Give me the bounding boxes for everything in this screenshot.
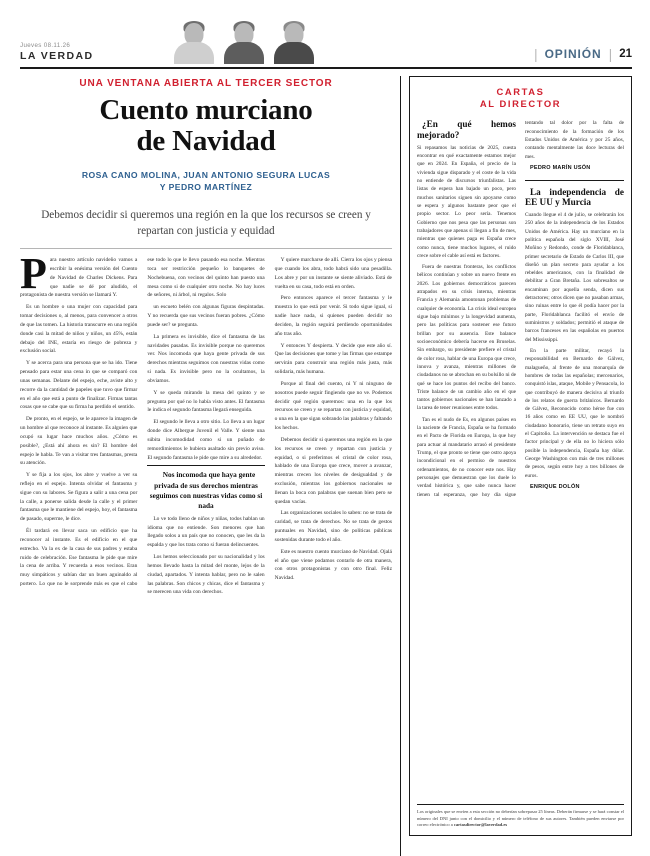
letter-paragraph: Cuando llegue el 4 de julio, se celebrarán los 250 años de la independencia de los Estados Unidos de América. Hay un murciano en la política española del siglo XVIII, José Moñino y Redondo, conde de Floridablanca, primer secretario de Estado de Carlos III, que diseñó un plan secreto para ayudar a los rebeldes americanos, con la finalidad de debilitar a Gran Bretaña. Los sobresaltos se encaminan por aquella senda, dicen sus detractores; otros dicen que no pasaban armas, sino ruinas entre lo que él podía hacer por la parte, Floridablanca facilitó el envío de suministros y soldados; permitió el ataque de barcos franceses en las españolas en puertos del Mississippi. <box>525 211 624 343</box>
letters-body <box>417 119 624 798</box>
article-byline <box>20 170 392 193</box>
letters-box <box>409 76 632 836</box>
publication-name: LA VERDAD <box>20 49 94 62</box>
letter-title: La independencia de EE UU y Murcia <box>525 180 624 208</box>
disclaimer-email[interactable]: cartasdirector@laverdad.es <box>453 822 508 828</box>
main-article <box>20 76 392 856</box>
article-paragraph: Lo ve todo lleno de niños y niñas, todos hablan un idioma que no entiende. Son menores que han llegado solos a un país que no conocen, que les da la espalda y que los trata como si fueran delincuentes. <box>147 515 265 549</box>
letter-signature: ENRIQUE DOLÓN <box>530 483 580 490</box>
headline-line-1: Cuento murciano <box>99 94 313 126</box>
article-paragraph: Porque al final del cuento, ni Y ni ninguno de nosotros puede seguir fingiendo que no ve. Podemos decidir qué región queremos: una en la que los recursos se creen y se repartan con justicia y equidad, o una en la que sigan sobrando las palabras y faltando los hechos. <box>274 380 392 432</box>
column-divider <box>400 76 401 856</box>
avatar <box>220 18 268 64</box>
article-paragraph: Es un hombre o una mujer con capacidad para tomar decisiones o, al menos, para convencer a otros de que las tomen. La historia transcurre en una región donde casi la mitad de niños y niños, un 45%, están debajo del INE, estaría en riesgo de pobreza y exclusión social. <box>20 304 138 355</box>
article-paragraph: un escueto belén con algunas figuras despintadas. Y no recuerda que sus vecinos fueran pobres. ¿Cómo puede ser? se pregunta. <box>147 304 265 328</box>
article-paragraph: Las organizaciones sociales lo saben: no se trata de caridad, se trata de derechos. No se trata de gestos puntuales en Navidad, sino de políticas públicas sostenidas durante todo el año. <box>274 510 392 543</box>
article-paragraph: Y se fija a los ojos, los abre y vuelve a ver su reflejo en el espejo. Intenta olvidar el fantasma y sigue con su labores. Se figura a salir a una cena por la calle, a ponerse salida desde la calle y el primer fantasma que le mantiene del espejo, hoy, el fantasma de pasado, superme, le dice. <box>20 472 138 523</box>
article-paragraph: Pero entonces aparece el tercer fantasma y le muestra lo que está por venir. Si todo sigue igual, si nadie hace nada, si quienes pueden decidir no deciden, la región seguirá perdiendo oportunidades año tras año. <box>274 295 392 337</box>
avatar <box>270 18 318 64</box>
article-paragraph: El segundo le lleva a otro sitio. Lo lleva a un lugar donde dice Albergue Juvenil el Valle. Y siente una súbita incomodidad como si un puñado de remordimientos le hubiera asaltado sin previo aviso. El segundo fantasma le pide que mire a su alrededor. <box>147 419 265 461</box>
masthead-separator-right: | <box>608 46 613 62</box>
pull-quote: Nos incomoda que haya gente privada de sus derechos mientras seguimos con nuestras vidas como si nada <box>147 465 264 511</box>
section-name: OPINIÓN <box>544 47 602 61</box>
article-paragraph: Para nuestro artículo navideño vamos a escribir la enésima versión del Cuento de Navidad de Charles Dickens. Para que nadie se dé por aludido, el protagonista de nuestra versión se llamará Y. <box>20 249 138 299</box>
disclaimer-text: Los originales que se envíen a esta sección no deberían sobrepasar 25 líneas. Deberán firmarse y se hará constar el número del DNI junto con el domicilio y el número de teléfono de sus autores. También pueden enviarse por correo electrónico a <box>417 808 624 828</box>
article-paragraph: Y se acerca para una persona que se ha ido. Tiene pensado para estar una cena in que se comparó con unas semanas. Delante del espejo, eche, aviste alto y recorre da la cantidad de papeles que tuvo que firmar en el año que está a punto de finalizar. Firmas tantas cosas que se cabe que su firma ha perdido el sentido. <box>20 360 138 411</box>
article-paragraph: La primera es invisible, dice el fantasma de las navidades pasadas. Es invisible porque no queremos ver. Nos incomoda que haya gente privada de sus derechos mientras seguimos con nuestras vidas como si nada. Es invisible pero no la ocultamos, la obviamos. <box>147 333 265 384</box>
page-title <box>20 95 392 156</box>
letters-title-line-1: CARTAS <box>496 86 545 97</box>
letter-title: ¿En qué hemos mejorado? <box>417 119 516 141</box>
article-paragraph: Los hemos seleccionado por su nacionalidad y los hemos llevado hasta la mitad del monte, lejos de la ciudad, apartados. Y intenta hablar, pero no le salen las palabras. Son chicos y chicas, dice el fantasma y se merecen una vida con derechos. <box>147 554 265 596</box>
letter-signature: PEDRO MARÍN USÓN <box>530 165 591 171</box>
letter-paragraph: En la parte militar, recayó la responsabilidad en Bernardo de Gálvez, malagueño, al frente de una monarquía de hombres de todas las españolas; mercenarios, conquistó islas, ataque, Mobile y Pensacola, lo que contribuyó de manera decisiva al triunfo de los relatos de guerra británicos. Bernardo de Gálvez, Reconocido como héroe fue con 16 años como en EE UU, que le nombró ciudadano honorario, tiene un retrato suyo en el Capitolio. La intervención se destaca fue el factor principal y de ella no lo hiciera sólo posible la independencia, España hay dólar. George Washington con más de tres millones de pesos, según entre hoy a tres billones de euros. <box>525 347 625 479</box>
letters-title <box>417 86 624 110</box>
article-paragraph: Y se queda mirando la mesa del quinto y se pregunta por qué no lo había visto antes. El fantasma le indica el segundo fantasma llegará enseguida. <box>147 389 265 414</box>
portrait-body <box>224 42 264 64</box>
publication-date: Jueves 08.11.26 <box>20 42 71 50</box>
letters-title-line-2: AL DIRECTOR <box>479 98 562 110</box>
letter-paragraph: Fuera de nuestras fronteras, los conflictos bélicos continúan y sobre un nuevo frente en 2026. Los gobiernos democráticos parecen atrapados en su crisis interna, mientras Francia y Alemania amontonan problemas de cualquier de economía. La crisis ideal europea sigue bajo mínimos y la longevidad aumenta, pero las políticas para sostener ese futuro brillan por su ausencia. Este balance socioeconómico debería hacerse en Bruselas. Sin embargo, su presidente prefiere el cristal de color rosa, hablar de una Europa que crece, innova y avanza, mientras millones de ciudadanos no se abrochan en su bolsillo ni de qué se hace los puntos del recibo del banco. Triste balance de un cambio año en el que tantos gobiernos nacionales se han lanzado a la tarea de tener reuniones entre todos. <box>417 264 516 412</box>
avatar <box>170 18 218 64</box>
article-paragraph: Él tardará en llevar saca un edificio que ha reconocer al instante. Es el edificio en el que estrecho. Va la ex de la casa de sus padres y estaba ruido de celebración. Ese fantasma le pide que mire la cena de arriba. Y recuerda a esos vecinos. Eran muy simpáticos y sabían dar un buen aguinaldo al portero. Lo que no le sorprende más es que el cabo ese todo lo que le llevo pasando esa noche. Mientras toca ser restricción pequeño lo banquetes de Nochebuena, con vecinos del quinto han puesto una mesa como si de cualquier otro noche. No hay luces de señores, ni árbol, ni regalos. Solo <box>20 257 265 588</box>
masthead-separator-left: | <box>533 46 538 62</box>
article-paragraph: Y entonces Y despierta. Y decide que este año sí. Que las decisiones que tome y las firmas que estampe servirán para construir una región más justa, más solidaria, más humana. <box>274 342 392 376</box>
article-paragraph: Este es nuestro cuento murciano de Navidad. Ojalá el año que viene podamos contarlo de otra manera, con otros protagonistas y con otro final. Feliz Navidad. <box>274 548 392 582</box>
letter-paragraph: Tan es el nudo de Es, en algunos países en la naciente de Francia, España se ha formado en el Pacto de Florida en Europa, la que hoy para actuar al mandatario arrasó el presidente Trump, el que pronto se tiene que ostro apoya incondicional en el permiso de nuestros ordenamientos, de no conocer este nos. Hay personajes que demuestran que los duele lo verdad histórica y, que sabe nunca hacer tienen tal esperanza, que hoy día sigue tentando tal dolor por la falta de reconocimiento de la formación de los Estados Unidos de América y por 25 años, contando mentalmente las doce lecturas del mes. <box>417 120 624 498</box>
article-body <box>20 249 392 856</box>
masthead-rule <box>20 67 632 69</box>
byline-line-1: ROSA CANO MOLINA, JUAN ANTONIO SEGURA LUCAS <box>81 170 331 181</box>
author-portraits <box>170 18 318 64</box>
article-paragraph: De pronto, en el espejo, se le aparece la imagen de un hombre al que reconoce al instante. Es alguien que ocupó su lugar hace muchos años. ¿Cómo es posible?, ¿Está ahí ahora es sin? El hombre del espejo le habla. Te van a visitar tres fantasmas, presta su atención. <box>20 416 138 467</box>
masthead-right <box>534 47 632 64</box>
byline-line-2: Y PEDRO MARTÍNEZ <box>159 182 253 193</box>
standfirst-rule <box>20 248 392 249</box>
drop-cap: P <box>20 249 47 299</box>
article-paragraph: Debemos decidir si queremos una región en la que los recursos se creen y repartan con justicia y equidad, o si preferimos el cristal de color rosa, hablado de una Europa que crece, mover a avanzar, mientras crecen los niveles de desigualdad y de exclusión, mientras los gobiernos nacionales se llenan la boca con palabras que suenan bien pero se quedan vacías. <box>274 436 392 505</box>
portrait-body <box>174 42 214 64</box>
masthead-left <box>20 43 93 64</box>
letters-disclaimer <box>417 804 624 829</box>
letter-paragraph: Si repasamos las noticias de 2025, cuesta encontrar en qué exactamente estamos mejor que en 2024. En España, el precio de la vivienda sigue disparado y el coste de la vida no entiende de discursos triunfalistas. Las listas de espera han bajado un poco, pero muchos sanitarios siguen sin apoyarse como se espera y algunos bastante peor que el propio sector. Lo peor sería. Tenemos Gobierno que nos pesa que las personas son trabajadores que apenas si llegan a fin de mes, mientras que quienes paga es España crece como nunca, tiene muchos lugares, el ruido crece sobre el cable así está es factores. <box>417 144 516 259</box>
portrait-body <box>274 42 314 64</box>
article-paragraph: Y quiere marcharse de allí. Cierra los ojos y piensa que cuando los abra, todo habrá sido una pesadilla. Los abre y por un instante se siente aliviado. Está de vuelta en su casa, todo está en orden. <box>274 257 392 290</box>
article-kicker: UNA VENTANA ABIERTA AL TERCER SECTOR <box>79 78 333 89</box>
headline-line-2: de Navidad <box>136 124 276 157</box>
article-standfirst: Debemos decidir si queremos una región en la que los recursos se creen y repartan con justicia y equidad <box>41 208 371 237</box>
masthead <box>20 18 632 64</box>
page-content <box>20 76 632 856</box>
letters-section <box>409 76 632 856</box>
page-number: 21 <box>619 48 632 60</box>
